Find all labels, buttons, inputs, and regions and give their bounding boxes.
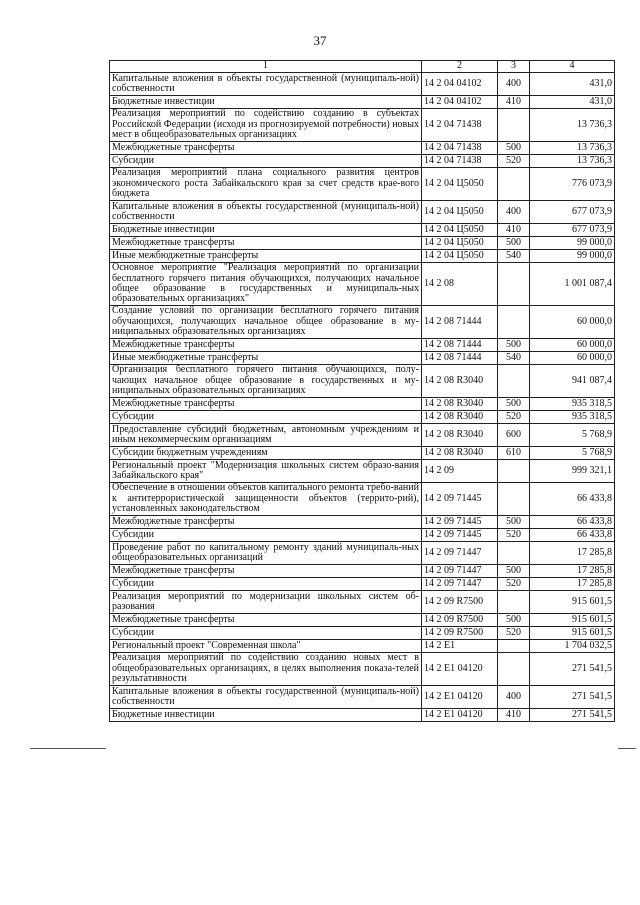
row-name-cell: Обеспечение в отношении объектов капитального ремонта требо-ваний к антитеррористической защищенности объектов (террито-рий), установленных законодательством — [110, 483, 422, 516]
row-code-cell: 14 2 04 71438 — [422, 155, 498, 168]
row-name-cell: Межбюджетные трансферты — [110, 339, 422, 352]
row-amount-cell: 13 736,3 — [530, 155, 615, 168]
table-row — [110, 339, 615, 352]
row-name-cell: Региональный проект "Современная школа" — [110, 640, 422, 653]
row-amount-cell: 17 285,8 — [530, 565, 615, 578]
table-row — [110, 578, 615, 591]
table-header-row — [110, 61, 615, 73]
row-amount-cell: 13 736,3 — [530, 109, 615, 142]
table-row — [110, 352, 615, 365]
row-vr-cell: 500 — [498, 516, 530, 529]
row-vr-cell: 500 — [498, 339, 530, 352]
row-code-cell: 14 2 04 04102 — [422, 96, 498, 109]
row-vr-cell: 600 — [498, 424, 530, 447]
row-name-cell: Бюджетные инвестиции — [110, 224, 422, 237]
row-vr-cell — [498, 542, 530, 565]
row-name-cell: Иные межбюджетные трансферты — [110, 352, 422, 365]
row-amount-cell: 60 000,0 — [530, 339, 615, 352]
table-row — [110, 201, 615, 224]
row-amount-cell: 17 285,8 — [530, 578, 615, 591]
row-amount-cell: 1 704 032,5 — [530, 640, 615, 653]
row-code-cell: 14 2 08 R3040 — [422, 398, 498, 411]
row-name-cell: Субсидии — [110, 155, 422, 168]
row-vr-cell: 400 — [498, 73, 530, 96]
row-name-cell: Межбюджетные трансферты — [110, 614, 422, 627]
table-row — [110, 155, 615, 168]
row-code-cell: 14 2 09 R7500 — [422, 614, 498, 627]
row-code-cell: 14 2 E1 04120 — [422, 653, 498, 686]
table-row — [110, 168, 615, 201]
row-code-cell: 14 2 08 R3040 — [422, 411, 498, 424]
row-name-cell: Субсидии — [110, 411, 422, 424]
margin-rule-left — [30, 748, 106, 749]
row-vr-cell — [498, 109, 530, 142]
table-row — [110, 709, 615, 722]
row-name-cell: Межбюджетные трансферты — [110, 516, 422, 529]
row-name-cell: Межбюджетные трансферты — [110, 237, 422, 250]
table-row — [110, 250, 615, 263]
row-amount-cell: 60 000,0 — [530, 352, 615, 365]
row-name-cell: Субсидии — [110, 578, 422, 591]
row-vr-cell: 520 — [498, 578, 530, 591]
row-vr-cell — [498, 460, 530, 483]
row-amount-cell: 99 000,0 — [530, 237, 615, 250]
row-amount-cell: 677 073,9 — [530, 201, 615, 224]
row-code-cell: 14 2 09 R7500 — [422, 591, 498, 614]
row-code-cell: 14 2 09 71447 — [422, 565, 498, 578]
row-name-cell: Организация бесплатного горячего питания обучающихся, полу-чающих начальное общее образование в государственных и му-ниципальных образовательных организациях — [110, 365, 422, 398]
row-amount-cell: 999 321,1 — [530, 460, 615, 483]
table-row — [110, 614, 615, 627]
row-code-cell: 14 2 08 R3040 — [422, 424, 498, 447]
row-name-cell: Иные межбюджетные трансферты — [110, 250, 422, 263]
table-row — [110, 565, 615, 578]
row-code-cell: 14 2 04 71438 — [422, 109, 498, 142]
row-vr-cell: 400 — [498, 201, 530, 224]
table-row — [110, 640, 615, 653]
row-amount-cell: 915 601,5 — [530, 591, 615, 614]
row-name-cell: Капитальные вложения в объекты государственной (муниципаль-ной) собственности — [110, 201, 422, 224]
row-code-cell: 14 2 E1 04120 — [422, 686, 498, 709]
row-amount-cell: 431,0 — [530, 73, 615, 96]
row-vr-cell — [498, 653, 530, 686]
row-name-cell: Межбюджетные трансферты — [110, 565, 422, 578]
table-row — [110, 224, 615, 237]
table-row — [110, 460, 615, 483]
row-name-cell: Бюджетные инвестиции — [110, 709, 422, 722]
table-row — [110, 263, 615, 306]
header-col-1: 1 — [110, 61, 422, 73]
table-row — [110, 591, 615, 614]
row-vr-cell — [498, 168, 530, 201]
table-row — [110, 653, 615, 686]
row-amount-cell: 677 073,9 — [530, 224, 615, 237]
row-name-cell: Субсидии — [110, 627, 422, 640]
row-name-cell: Субсидии бюджетным учреждениям — [110, 447, 422, 460]
row-amount-cell: 271 541,5 — [530, 686, 615, 709]
row-amount-cell: 5 768,9 — [530, 424, 615, 447]
row-vr-cell: 500 — [498, 398, 530, 411]
row-code-cell: 14 2 09 71447 — [422, 578, 498, 591]
row-vr-cell — [498, 640, 530, 653]
row-code-cell: 14 2 04 Ц5050 — [422, 201, 498, 224]
row-amount-cell: 60 000,0 — [530, 306, 615, 339]
table-row — [110, 109, 615, 142]
row-code-cell: 14 2 04 Ц5050 — [422, 237, 498, 250]
row-code-cell: 14 2 09 — [422, 460, 498, 483]
row-code-cell: 14 2 E1 — [422, 640, 498, 653]
row-amount-cell: 935 318,5 — [530, 411, 615, 424]
table-row — [110, 447, 615, 460]
row-vr-cell — [498, 263, 530, 306]
row-vr-cell: 520 — [498, 155, 530, 168]
row-amount-cell: 941 087,4 — [530, 365, 615, 398]
row-name-cell: Бюджетные инвестиции — [110, 96, 422, 109]
row-vr-cell — [498, 591, 530, 614]
row-vr-cell: 540 — [498, 352, 530, 365]
row-name-cell: Проведение работ по капитальному ремонту зданий муниципаль-ных общеобразовательных организаций — [110, 542, 422, 565]
row-amount-cell: 935 318,5 — [530, 398, 615, 411]
row-vr-cell — [498, 306, 530, 339]
header-col-2: 2 — [422, 61, 498, 73]
row-name-cell: Предоставление субсидий бюджетным, автономным учреждениям и иным некоммерческим организациям — [110, 424, 422, 447]
row-vr-cell: 540 — [498, 250, 530, 263]
row-name-cell: Реализация мероприятий по содействию созданию новых мест в общеобразовательных организациях, в целях выполнения показа-телей результативности — [110, 653, 422, 686]
row-vr-cell: 410 — [498, 224, 530, 237]
table-row — [110, 627, 615, 640]
row-name-cell: Капитальные вложения в объекты государственной (муниципаль-ной) собственности — [110, 73, 422, 96]
row-amount-cell: 17 285,8 — [530, 542, 615, 565]
table-row — [110, 306, 615, 339]
row-code-cell: 14 2 08 71444 — [422, 352, 498, 365]
table-row — [110, 529, 615, 542]
row-amount-cell: 271 541,5 — [530, 709, 615, 722]
table-row — [110, 542, 615, 565]
row-amount-cell: 271 541,5 — [530, 653, 615, 686]
table-row — [110, 516, 615, 529]
row-code-cell: 14 2 09 R7500 — [422, 627, 498, 640]
row-amount-cell: 66 433,8 — [530, 483, 615, 516]
row-name-cell: Основное мероприятие "Реализация мероприятий по организации бесплатного горячего питания обучающихся, получающих начальное общее образование в государственных и муниципаль-ных образовательных организациях" — [110, 263, 422, 306]
row-name-cell: Субсидии — [110, 529, 422, 542]
row-vr-cell: 400 — [498, 686, 530, 709]
row-vr-cell: 500 — [498, 614, 530, 627]
header-col-4: 4 — [530, 61, 615, 73]
row-amount-cell: 66 433,8 — [530, 529, 615, 542]
row-amount-cell: 66 433,8 — [530, 516, 615, 529]
row-vr-cell: 500 — [498, 142, 530, 155]
table-row — [110, 424, 615, 447]
row-code-cell: 14 2 04 Ц5050 — [422, 224, 498, 237]
table-row — [110, 411, 615, 424]
row-amount-cell: 431,0 — [530, 96, 615, 109]
row-code-cell: 14 2 09 71445 — [422, 483, 498, 516]
row-vr-cell — [498, 365, 530, 398]
row-vr-cell: 410 — [498, 709, 530, 722]
row-amount-cell: 1 001 087,4 — [530, 263, 615, 306]
row-amount-cell: 5 768,9 — [530, 447, 615, 460]
row-name-cell: Реализация мероприятий плана социального развития центров экономического роста Забайкальского края за счет средств крае-вого бюджета — [110, 168, 422, 201]
row-code-cell: 14 2 E1 04120 — [422, 709, 498, 722]
row-code-cell: 14 2 08 — [422, 263, 498, 306]
row-amount-cell: 915 601,5 — [530, 614, 615, 627]
row-vr-cell — [498, 483, 530, 516]
row-vr-cell: 520 — [498, 411, 530, 424]
row-code-cell: 14 2 09 71447 — [422, 542, 498, 565]
row-vr-cell: 520 — [498, 529, 530, 542]
row-vr-cell: 500 — [498, 565, 530, 578]
row-amount-cell: 776 073,9 — [530, 168, 615, 201]
budget-table — [109, 60, 615, 722]
table-row — [110, 365, 615, 398]
table-row — [110, 483, 615, 516]
row-code-cell: 14 2 04 Ц5050 — [422, 168, 498, 201]
row-name-cell: Создание условий по организации бесплатного горячего питания обучающихся, получающих начальное общее образование в му-ниципальных образовательных организациях — [110, 306, 422, 339]
row-code-cell: 14 2 08 71444 — [422, 339, 498, 352]
row-code-cell: 14 2 09 71445 — [422, 529, 498, 542]
row-vr-cell: 500 — [498, 237, 530, 250]
row-name-cell: Капитальные вложения в объекты государственной (муниципаль-ной) собственности — [110, 686, 422, 709]
header-col-3: 3 — [498, 61, 530, 73]
row-code-cell: 14 2 08 R3040 — [422, 365, 498, 398]
row-amount-cell: 915 601,5 — [530, 627, 615, 640]
row-code-cell: 14 2 09 71445 — [422, 516, 498, 529]
row-vr-cell: 520 — [498, 627, 530, 640]
table-row — [110, 237, 615, 250]
row-code-cell: 14 2 08 71444 — [422, 306, 498, 339]
table-row — [110, 142, 615, 155]
row-vr-cell: 410 — [498, 96, 530, 109]
row-name-cell: Реализация мероприятий по модернизации школьных систем об-разования — [110, 591, 422, 614]
row-amount-cell: 13 736,3 — [530, 142, 615, 155]
table-row — [110, 96, 615, 109]
row-name-cell: Межбюджетные трансферты — [110, 142, 422, 155]
table-row — [110, 398, 615, 411]
row-vr-cell: 610 — [498, 447, 530, 460]
table-row — [110, 73, 615, 96]
row-name-cell: Межбюджетные трансферты — [110, 398, 422, 411]
row-amount-cell: 99 000,0 — [530, 250, 615, 263]
table-body — [110, 73, 615, 722]
row-code-cell: 14 2 04 Ц5050 — [422, 250, 498, 263]
row-code-cell: 14 2 04 04102 — [422, 73, 498, 96]
table-row — [110, 686, 615, 709]
row-name-cell: Региональный проект "Модернизация школьных систем образо-вания Забайкальского края" — [110, 460, 422, 483]
row-code-cell: 14 2 08 R3040 — [422, 447, 498, 460]
row-name-cell: Реализация мероприятий по содействию созданию в субъектах Российской Федерации (исходя из прогнозируемой потребности) новых мест в общеобразовательных организациях — [110, 109, 422, 142]
page-number: 37 — [313, 33, 327, 48]
row-code-cell: 14 2 04 71438 — [422, 142, 498, 155]
margin-rule-right — [618, 748, 636, 749]
